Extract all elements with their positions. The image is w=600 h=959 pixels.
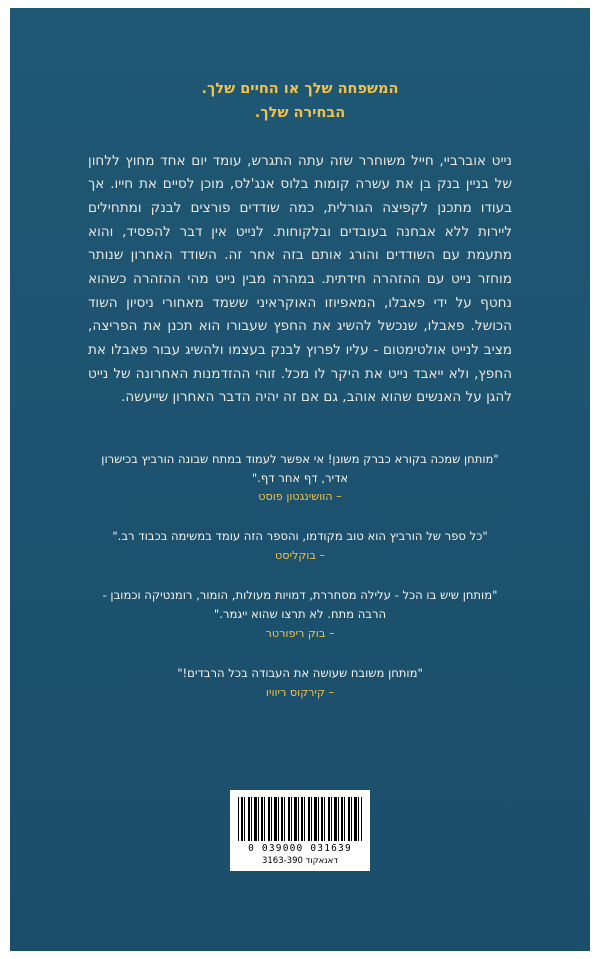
review-text: "מותחן משובח שעושה את העבודה בכל הרבדים!" [177,665,423,680]
barcode-isbn-line: דאנאקוד 3163-390 [261,856,339,866]
review-source: – הוושינגטון פוסט [258,490,342,504]
barcode-block [230,790,370,871]
review-source: – בוקליסט [275,549,325,563]
review-text: "מותחן שיש בו הכל - עלילה מסחררת, דמויות מעולות, הומור, רומנטיקה וכמובן - הרבה מתח. לא תרצו שהוא ייגמר." [102,588,498,622]
tagline-line-2: הבחירה שלך. [254,104,346,121]
barcode-bars [238,797,362,841]
review-item [88,450,512,504]
review-source: – קירקוס ריוויו [265,685,335,699]
review-item [88,664,512,699]
reviews-section [88,450,512,699]
review-source: – בוק ריפורטר [265,626,335,640]
review-item [88,586,512,640]
tagline [88,78,512,126]
review-item [88,527,512,562]
review-text: "מותחן שמכה בקורא כברק משונן! אי אפשר לעמוד במתח שבונה הורביץ בכישרון אדיר, דף אחר דף." [101,451,499,485]
review-text: "כל ספר של הורביץ הוא טוב מקודמו, והספר הזה עומד במשימה בכבוד רב." [112,529,488,544]
barcode-digits: 0 039000 031639 [248,843,352,854]
cover-content [10,8,590,723]
tagline-line-1: המשפחה שלך או החיים שלך. [201,81,399,97]
book-back-cover [10,8,590,951]
blurb-paragraph: נייט אוברביי, חייל משוחרר שזה עתה התגרש, עומד יום אחד מחוץ ללחון של בניין בנק בן את עשרה קומות בלוס אנג'לס, מוכן לסיים את חייו. אך בעודו מתכנן לקפיצה הגורלית, כמה שודדים פורצים לבנק ומתחילים ליירות ללא אבחנה בעובדים ובלקוחות. לנייט אין דבר להפסיד, והוא מתעמת עם השודדים והורג אותם בזה אחר זה. השודד האחרון שנותר מוחזר נייט עם ההזהרה חידתית. במהרה מבין נייט מהי ההזהרה כשהוא נחטף על ידי פאבלו, המאפיוזו האוקראיני ששמד מאחורי ניסיון השוד הכושל. פאבלו, שנכשל להשיג את החפץ שעבורו הוא תכנן את הפריצה, מציב לנייט אולטימטום - עליו לפרוץ לבנק בעצמו ולהשיג עבור פאבלו את החפץ, ולא ייאבד נייט את היקר לו מכל. זוהי ההזדמנות האחרונה של נייט להגן על האנשים שהוא אוהב, גם אם זה יהיה הדבר האחרון שייעשה. [88,152,512,406]
